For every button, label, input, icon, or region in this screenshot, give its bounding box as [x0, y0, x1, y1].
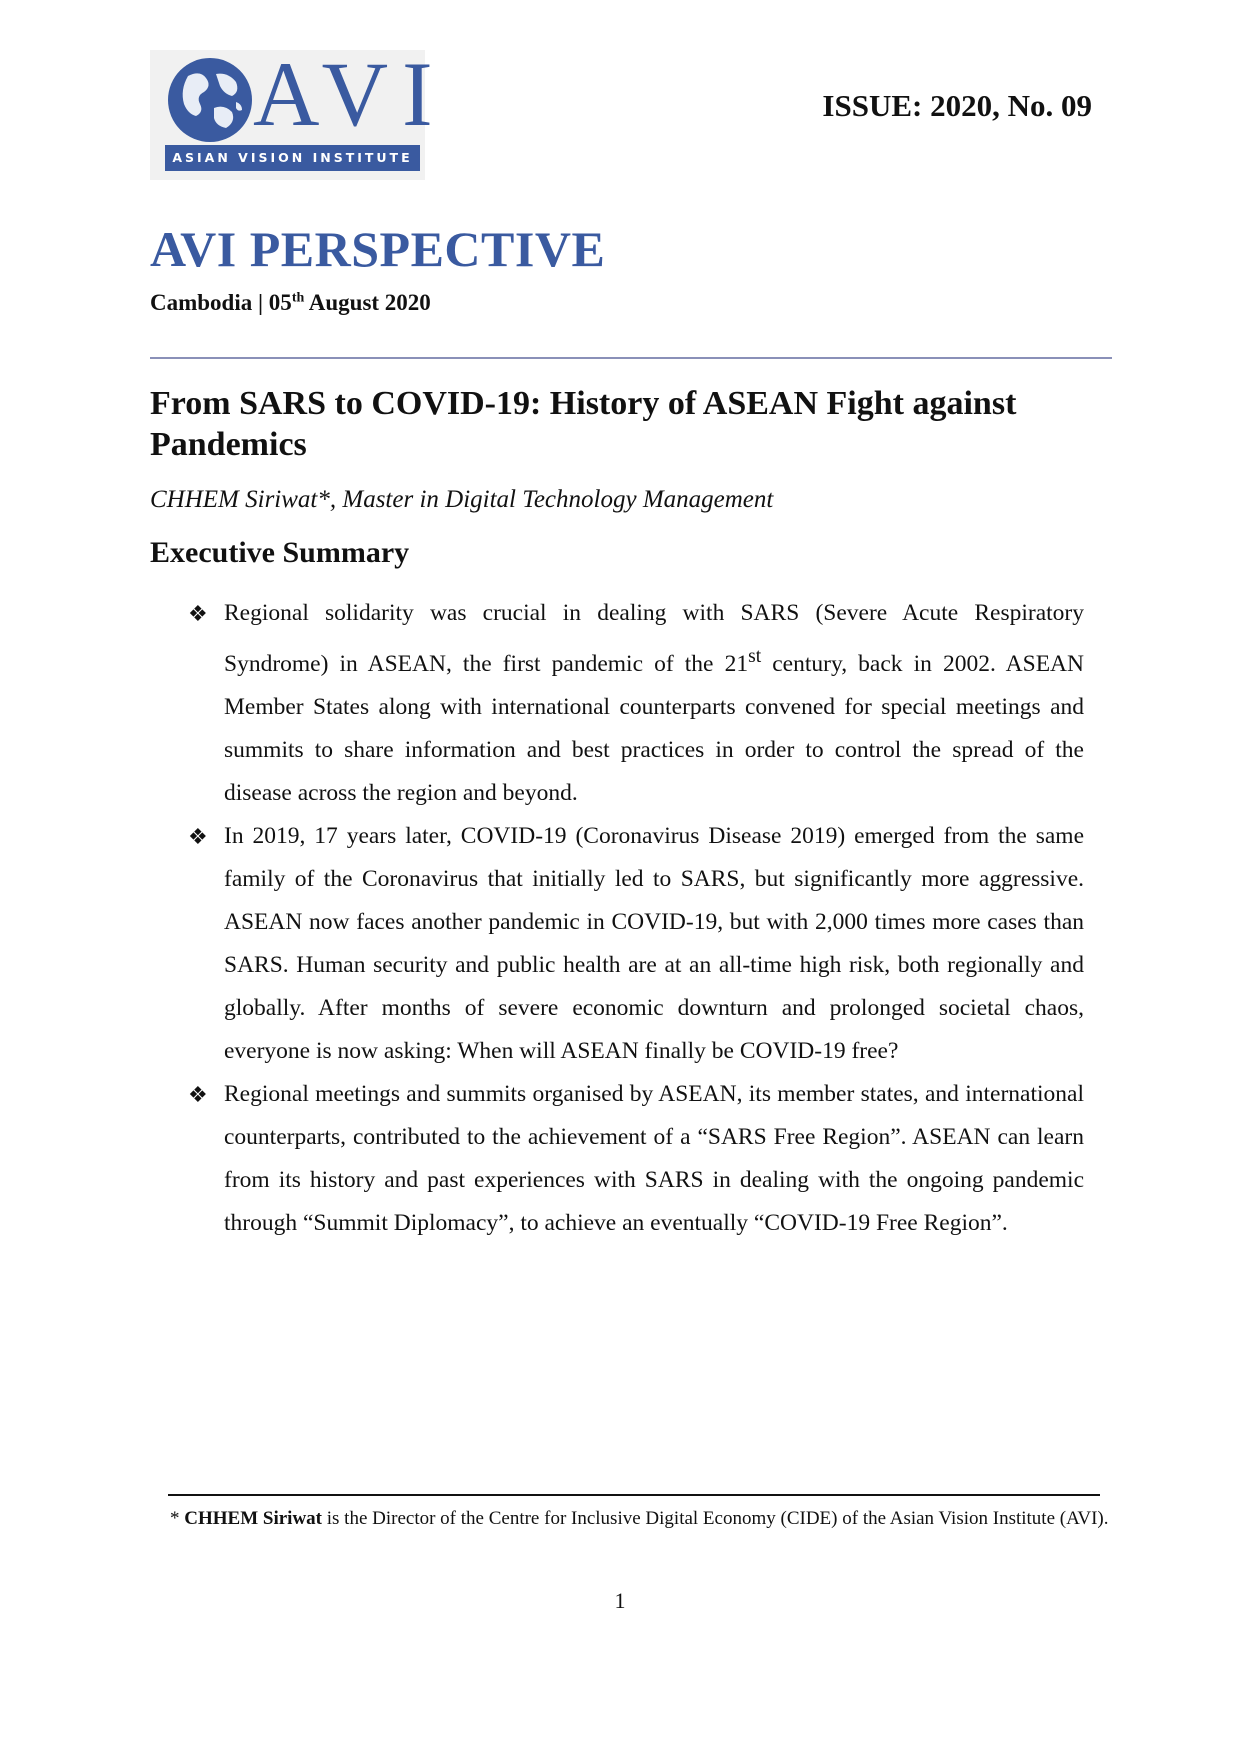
- logo-wordmark: AVI: [253, 43, 447, 145]
- issue-number: ISSUE: 2020, No. 09: [822, 88, 1092, 123]
- globe-icon: [166, 56, 254, 144]
- list-item: [188, 1073, 1084, 1245]
- author-line: CHHEM Siriwat*, Master in Digital Technology Management: [150, 486, 774, 513]
- footnote-name: CHHEM Siriwat: [184, 1508, 322, 1529]
- page-number: 1: [614, 1588, 626, 1613]
- diamond-bullet-icon: ❖: [188, 601, 208, 626]
- avi-logo: [150, 43, 447, 180]
- logo-subtitle: ASIAN VISION INSTITUTE: [165, 145, 420, 171]
- header-divider: [150, 357, 1112, 359]
- bullet-text: Regional solidarity was crucial in dealing with SARS (Severe Acute Respiratory Syndrome) in ASEAN, the first pandemic of the 21: [224, 600, 1084, 677]
- dateline: [150, 290, 431, 316]
- dateline-date: August 2020: [304, 290, 431, 315]
- footnote-divider: [168, 1494, 1100, 1496]
- article-title: From SARS to COVID-19: History of ASEAN Fight against Pandemics: [150, 385, 1017, 463]
- diamond-bullet-icon: ❖: [188, 1081, 208, 1107]
- bullet-text: Regional meetings and summits organised by ASEAN, its member states, and international counterparts, contributed to the achievement of a “SARS Free Region”. ASEAN can learn from its history and past experiences with SARS in dealing with the ongoing pandemic through “Summit Diplomacy”, to achieve an eventually “COVID-19 Free Region”.: [224, 1080, 1084, 1236]
- list-item: [188, 815, 1084, 1073]
- diamond-bullet-icon: ❖: [188, 823, 208, 849]
- publication-title: AVI PERSPECTIVE: [150, 221, 606, 277]
- dateline-place: Cambodia | 05: [150, 290, 292, 315]
- dateline-ordinal: th: [291, 290, 305, 306]
- bullet-text: century, back in 2002. ASEAN Member States along with international counterparts convened for special meetings and summits to share information and best practices in order to control the spread of the disease across the region and beyond.: [224, 650, 1085, 806]
- footnote-marker: *: [170, 1508, 185, 1529]
- footnote: [170, 1506, 1110, 1531]
- section-heading: Executive Summary: [150, 536, 410, 569]
- list-item: [188, 592, 1084, 815]
- summary-list: [188, 592, 1084, 1245]
- footnote-text: is the Director of the Centre for Inclusive Digital Economy (CIDE) of the Asian Vision Institute (AVI).: [322, 1508, 1109, 1529]
- bullet-text: In 2019, 17 years later, COVID-19 (Coronavirus Disease 2019) emerged from the same family of the Coronavirus that initially led to SARS, but significantly more aggressive. ASEAN now faces another pandemic in COVID-19, but with 2,000 times more cases than SARS. Human security and public health are at an all-time high risk, both regionally and globally. After months of severe economic downturn and prolonged societal chaos, everyone is now asking: When will ASEAN finally be COVID-19 free?: [224, 822, 1084, 1064]
- bullet-superscript: st: [748, 646, 762, 667]
